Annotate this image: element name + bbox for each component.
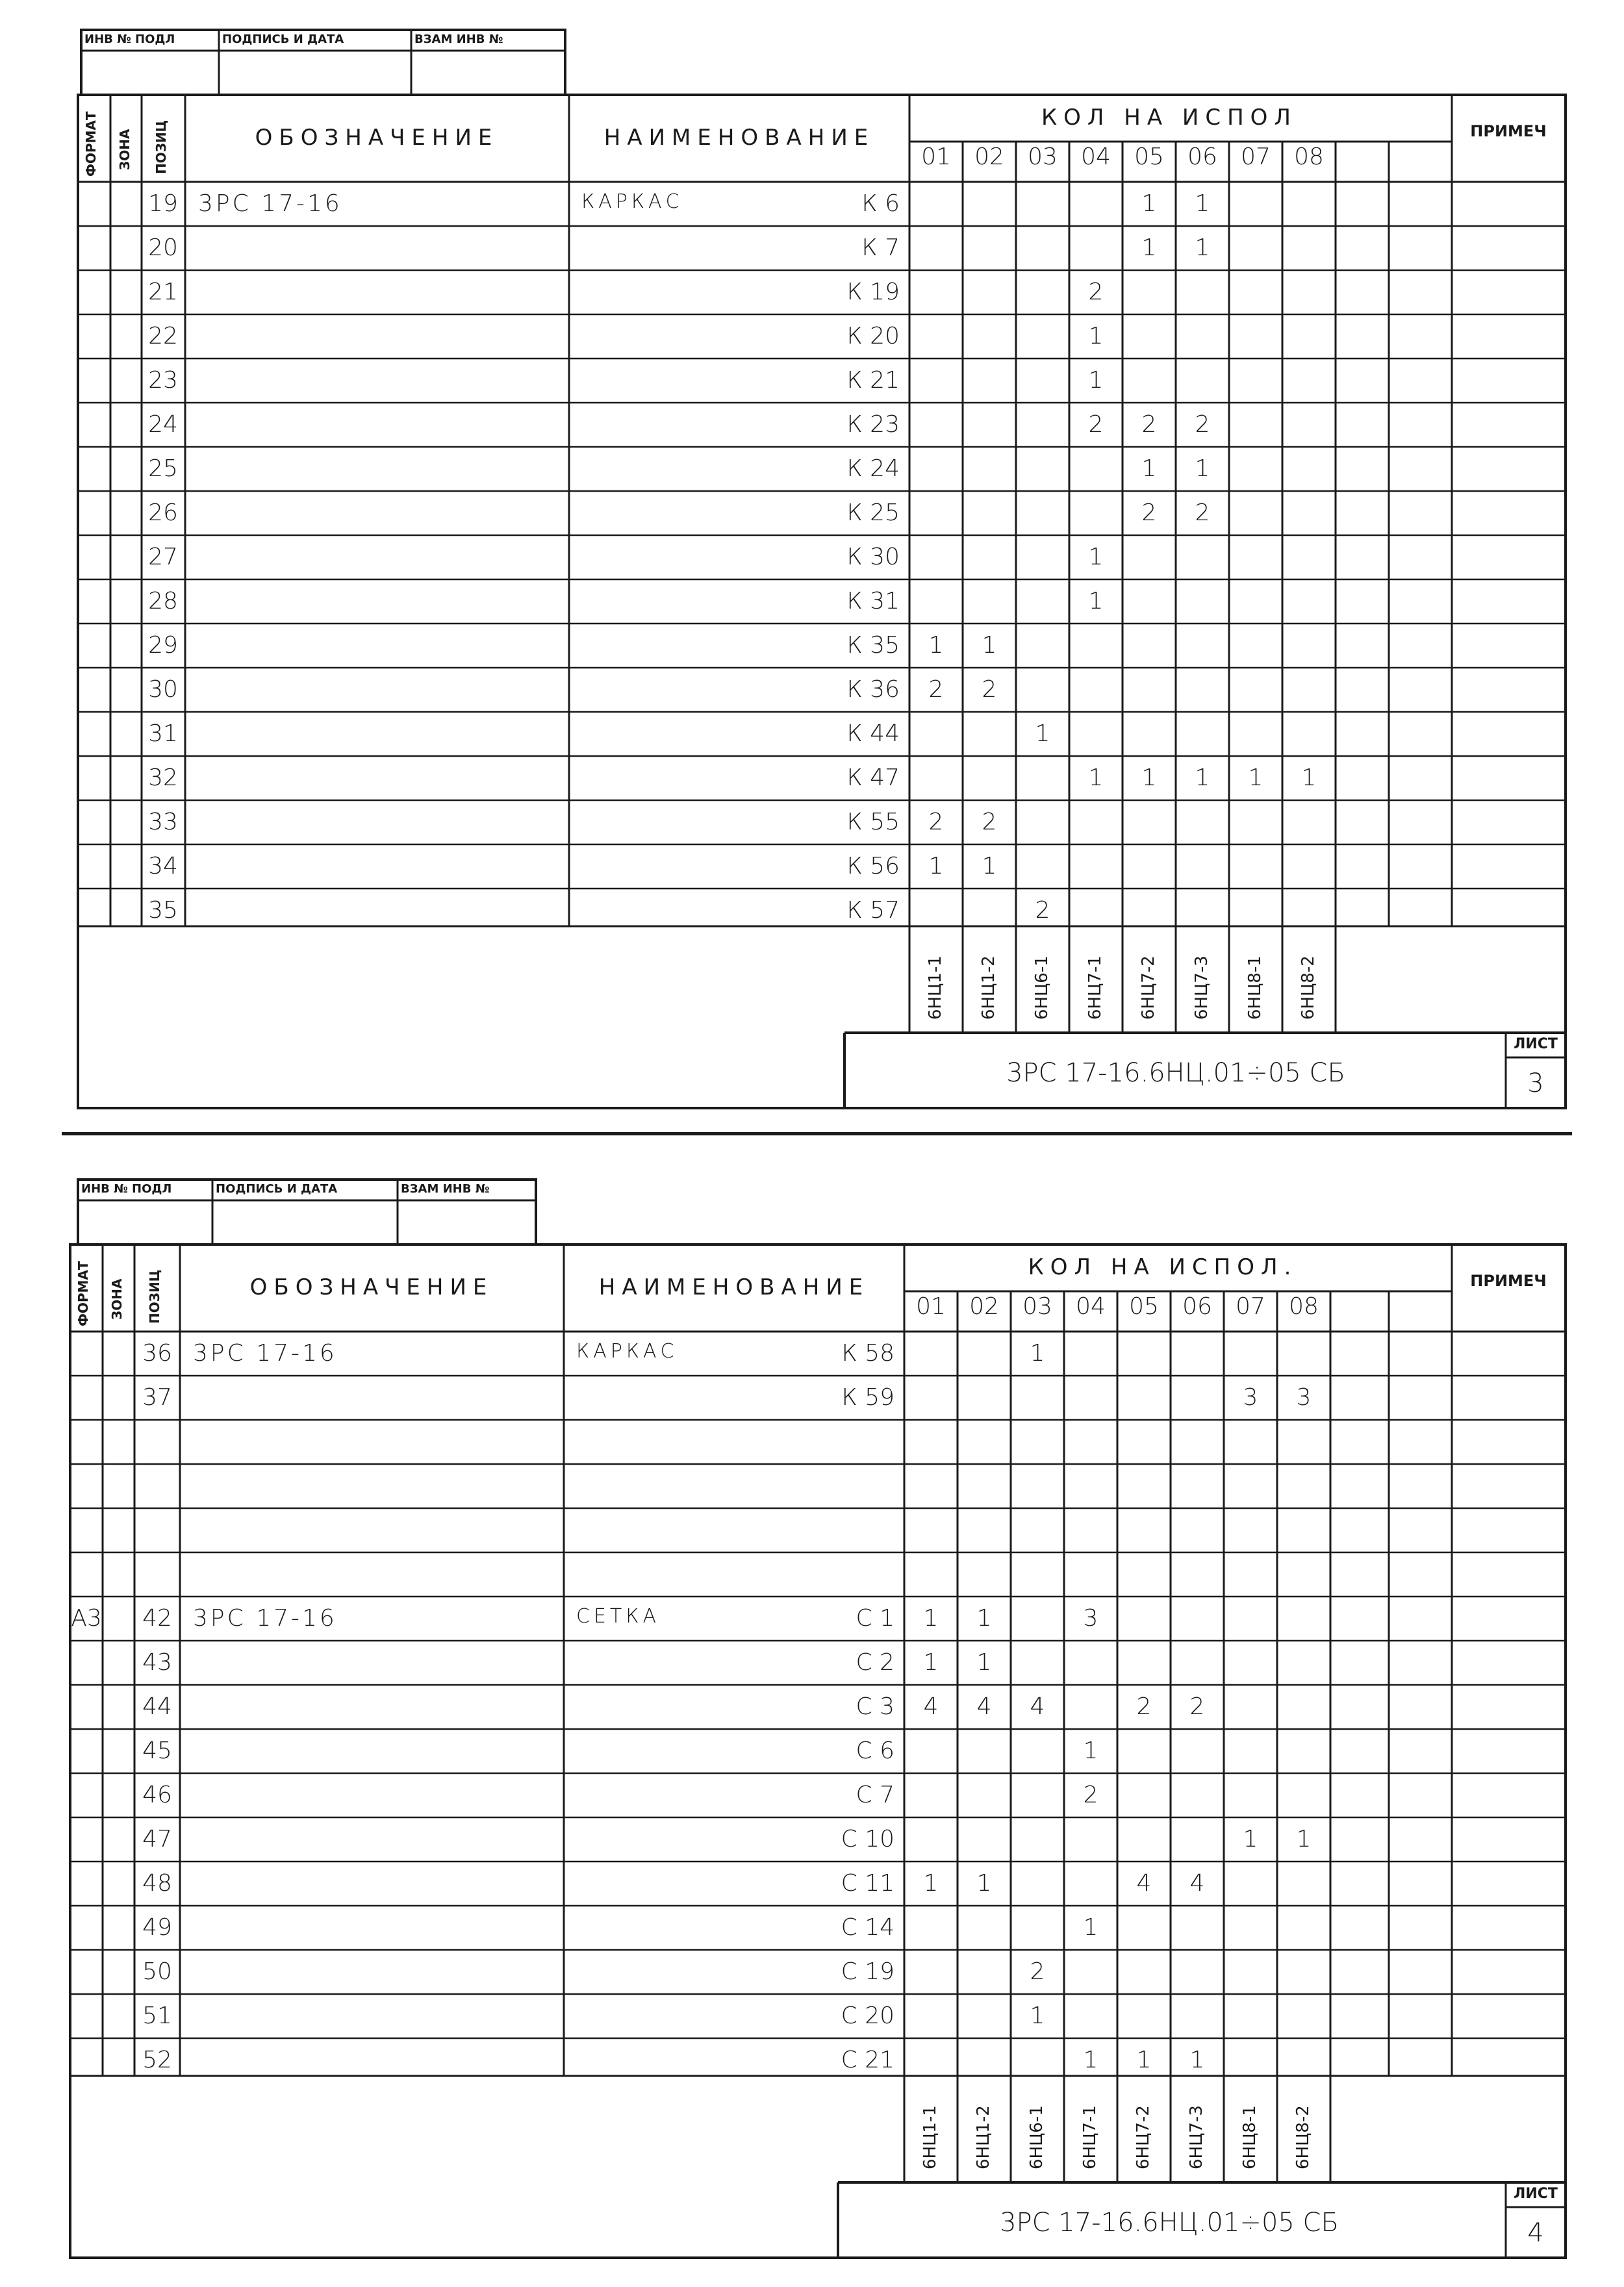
row-position: 49 bbox=[142, 1914, 172, 1941]
qty-cell: 1 bbox=[976, 1649, 992, 1676]
qty-cell: 4 bbox=[1189, 1870, 1205, 1897]
row-position: 35 bbox=[148, 897, 178, 924]
qty-cell: 1 bbox=[982, 632, 997, 659]
qty-cell: 2 bbox=[982, 809, 997, 835]
row-position: 20 bbox=[148, 234, 178, 261]
qty-cell: 1 bbox=[1083, 1737, 1098, 1764]
qty-cell: 1 bbox=[923, 1649, 939, 1676]
row-mark: К 30 bbox=[846, 544, 900, 570]
col-format-header: ФОРМАТ bbox=[83, 111, 99, 177]
qty-cell: 2 bbox=[1088, 279, 1104, 305]
qty-cell: 1 bbox=[1243, 1826, 1258, 1852]
stamp-replace-label: ВЗАМ ИНВ № bbox=[414, 32, 503, 46]
row-position: 46 bbox=[142, 1782, 172, 1808]
qty-cell: 2 bbox=[1141, 411, 1157, 438]
row-position: 27 bbox=[148, 544, 178, 570]
variant-number-header: 08 bbox=[1289, 1293, 1319, 1320]
qty-cell: 1 bbox=[1088, 764, 1104, 791]
qty-cell: 1 bbox=[1189, 2047, 1205, 2073]
sheet-number: 3 bbox=[1527, 1068, 1544, 1098]
col-designation-header: ОБОЗНАЧЕНИЕ bbox=[255, 125, 499, 151]
row-position: 32 bbox=[148, 764, 178, 791]
row-mark: С 3 bbox=[856, 1693, 894, 1720]
variant-label: 6НЦ8-1 bbox=[1240, 2105, 1260, 2169]
variant-label: 6НЦ6-1 bbox=[1032, 955, 1052, 1020]
row-designation: 3PC 17-16 bbox=[198, 190, 342, 217]
row-mark: С 11 bbox=[841, 1870, 894, 1897]
row-mark: К 31 bbox=[846, 588, 900, 614]
qty-cell: 1 bbox=[1141, 234, 1157, 261]
qty-cell: 4 bbox=[1136, 1870, 1152, 1897]
row-position: 29 bbox=[148, 632, 178, 659]
row-position: 28 bbox=[148, 588, 178, 614]
row-name: КАРКАС bbox=[581, 190, 683, 213]
row-position: 21 bbox=[148, 279, 178, 305]
qty-cell: 1 bbox=[976, 1605, 992, 1632]
qty-cell: 4 bbox=[1030, 1693, 1045, 1720]
qty-cell: 1 bbox=[1136, 2047, 1152, 2073]
row-position: 48 bbox=[142, 1870, 172, 1897]
row-mark: С 7 bbox=[856, 1782, 894, 1808]
col-format-header: ФОРМАТ bbox=[75, 1261, 91, 1326]
qty-cell: 1 bbox=[1195, 190, 1210, 217]
row-mark: С 21 bbox=[841, 2047, 894, 2073]
row-mark: К 23 bbox=[846, 411, 900, 438]
qty-cell: 2 bbox=[1189, 1693, 1205, 1720]
variant-number-header: 05 bbox=[1134, 144, 1164, 170]
row-name: СЕТКА bbox=[576, 1605, 660, 1628]
qty-cell: 2 bbox=[1088, 411, 1104, 438]
row-position: 19 bbox=[148, 190, 178, 217]
row-mark: С 10 bbox=[841, 1826, 894, 1852]
qty-cell: 1 bbox=[982, 853, 997, 879]
row-mark: С 1 bbox=[856, 1605, 894, 1632]
row-mark: К 57 bbox=[846, 897, 900, 924]
qty-cell: 1 bbox=[976, 1870, 992, 1897]
page-separator bbox=[62, 1132, 1572, 1135]
variant-label: 6НЦ1-1 bbox=[920, 2105, 940, 2169]
doc-code: 3PC 17-16.6НЦ.01÷05 СБ bbox=[1000, 2208, 1339, 2238]
qty-cell: 1 bbox=[923, 1870, 939, 1897]
qty-cell: 2 bbox=[1136, 1693, 1152, 1720]
row-position: 33 bbox=[148, 809, 178, 835]
variant-number-header: 07 bbox=[1241, 144, 1271, 170]
qty-cell: 4 bbox=[976, 1693, 992, 1720]
col-designation-header: ОБОЗНАЧЕНИЕ bbox=[249, 1274, 494, 1300]
variant-label: 6НЦ7-2 bbox=[1139, 955, 1158, 1020]
variant-number-header: 04 bbox=[1076, 1293, 1106, 1320]
doc-code: 3PC 17-16.6НЦ.01÷05 СБ bbox=[1006, 1058, 1345, 1088]
variant-label: 6НЦ6-1 bbox=[1027, 2105, 1047, 2169]
qty-cell: 1 bbox=[1083, 2047, 1098, 2073]
row-position: 26 bbox=[148, 499, 178, 526]
qty-cell: 1 bbox=[1296, 1826, 1312, 1852]
qty-cell: 1 bbox=[1195, 234, 1210, 261]
row-mark: С 19 bbox=[841, 1958, 894, 1985]
row-mark: К 7 bbox=[861, 234, 900, 261]
row-position: 22 bbox=[148, 323, 178, 349]
col-name-header: НАИМЕНОВАНИЕ bbox=[598, 1274, 870, 1300]
variant-label: 6НЦ8-1 bbox=[1245, 955, 1265, 1020]
qty-cell: 1 bbox=[1030, 1340, 1045, 1367]
row-position: 47 bbox=[142, 1826, 172, 1852]
variant-number-header: 01 bbox=[916, 1293, 946, 1320]
row-designation: 3PC 17-16 bbox=[193, 1605, 337, 1632]
row-position: 51 bbox=[142, 2003, 172, 2029]
row-mark: К 25 bbox=[846, 499, 900, 526]
variant-label: 6НЦ1-2 bbox=[979, 955, 998, 1020]
row-position: 31 bbox=[148, 720, 178, 747]
variant-label: 6НЦ8-2 bbox=[1299, 955, 1318, 1020]
row-mark: К 24 bbox=[846, 455, 900, 482]
qty-cell: 1 bbox=[1141, 764, 1157, 791]
row-position: 45 bbox=[142, 1737, 172, 1764]
row-mark: С 20 bbox=[841, 2003, 894, 2029]
row-position: 23 bbox=[148, 367, 178, 394]
qty-cell: 1 bbox=[1248, 764, 1263, 791]
sheet-grid-lines bbox=[0, 0, 1624, 1143]
qty-cell: 2 bbox=[928, 676, 944, 703]
variant-number-header: 06 bbox=[1182, 1293, 1212, 1320]
variant-label: 6НЦ7-3 bbox=[1192, 955, 1212, 1020]
col-note-header: ПРИМЕЧ bbox=[1470, 122, 1547, 140]
qty-cell: 1 bbox=[1195, 764, 1210, 791]
qty-cell: 1 bbox=[1301, 764, 1317, 791]
stamp-signature-label: ПОДПИСЬ И ДАТА bbox=[216, 1182, 338, 1196]
variant-label: 6НЦ7-3 bbox=[1187, 2105, 1206, 2169]
qty-cell: 3 bbox=[1296, 1384, 1312, 1411]
row-name: КАРКАС bbox=[576, 1340, 678, 1363]
qty-cell: 4 bbox=[923, 1693, 939, 1720]
row-position: 52 bbox=[142, 2047, 172, 2073]
variant-number-header: 05 bbox=[1129, 1293, 1159, 1320]
row-position: 42 bbox=[142, 1605, 172, 1632]
variant-label: 6НЦ8-2 bbox=[1293, 2105, 1313, 2169]
variant-label: 6НЦ7-2 bbox=[1134, 2105, 1153, 2169]
qty-cell: 1 bbox=[1088, 323, 1104, 349]
row-mark: К 55 bbox=[846, 809, 900, 835]
stamp-inv-label: ИНВ № ПОДЛ bbox=[84, 32, 175, 46]
row-mark: К 56 bbox=[846, 853, 900, 879]
qty-cell: 2 bbox=[1030, 1958, 1045, 1985]
variant-number-header: 02 bbox=[974, 144, 1004, 170]
qty-cell: 2 bbox=[1195, 499, 1210, 526]
qty-cell: 1 bbox=[1088, 367, 1104, 394]
row-mark: С 14 bbox=[841, 1914, 894, 1941]
variant-number-header: 02 bbox=[969, 1293, 999, 1320]
qty-cell: 1 bbox=[928, 853, 944, 879]
row-position: 43 bbox=[142, 1649, 172, 1676]
row-format: А3 bbox=[71, 1605, 102, 1632]
col-pos-header: ПОЗИЦ bbox=[147, 1269, 162, 1324]
variant-number-header: 04 bbox=[1081, 144, 1111, 170]
stamp-replace-label: ВЗАМ ИНВ № bbox=[401, 1182, 490, 1196]
row-mark: С 6 bbox=[856, 1737, 894, 1764]
variant-number-header: 08 bbox=[1294, 144, 1324, 170]
qty-cell: 1 bbox=[928, 632, 944, 659]
col-zone-header: ЗОНА bbox=[117, 129, 133, 170]
variant-number-header: 06 bbox=[1187, 144, 1217, 170]
spec-sheet-3 bbox=[0, 0, 1624, 1143]
sheet-label: ЛИСТ bbox=[1514, 1036, 1558, 1052]
row-position: 37 bbox=[142, 1384, 172, 1411]
qty-cell: 1 bbox=[1083, 1914, 1098, 1941]
variant-number-header: 03 bbox=[1022, 1293, 1052, 1320]
variant-number-header: 03 bbox=[1028, 144, 1058, 170]
row-mark: К 35 bbox=[846, 632, 900, 659]
qty-cell: 1 bbox=[1088, 588, 1104, 614]
sheet-grid-lines bbox=[0, 1143, 1624, 2286]
qty-cell: 3 bbox=[1243, 1384, 1258, 1411]
stamp-signature-label: ПОДПИСЬ И ДАТА bbox=[222, 32, 344, 46]
variant-label: 6НЦ1-1 bbox=[926, 955, 945, 1020]
stamp-inv-label: ИНВ № ПОДЛ bbox=[81, 1182, 172, 1196]
row-mark: К 44 bbox=[846, 720, 900, 747]
variant-number-header: 01 bbox=[921, 144, 951, 170]
qty-cell: 2 bbox=[1035, 897, 1050, 924]
col-zone-header: ЗОНА bbox=[109, 1278, 125, 1320]
qty-cell: 1 bbox=[1088, 544, 1104, 570]
row-mark: К 36 bbox=[846, 676, 900, 703]
row-position: 36 bbox=[142, 1340, 172, 1367]
qty-cell: 2 bbox=[1195, 411, 1210, 438]
row-position: 25 bbox=[148, 455, 178, 482]
row-designation: 3PC 17-16 bbox=[193, 1340, 337, 1367]
qty-cell: 2 bbox=[1083, 1782, 1098, 1808]
col-qty-group-header: КОЛ НА ИСПОЛ. bbox=[1028, 1254, 1298, 1280]
spec-sheet-4 bbox=[0, 1143, 1624, 2286]
row-position: 34 bbox=[148, 853, 178, 879]
col-note-header: ПРИМЕЧ bbox=[1470, 1272, 1547, 1290]
col-qty-group-header: КОЛ НА ИСПОЛ bbox=[1041, 105, 1297, 131]
qty-cell: 1 bbox=[1035, 720, 1050, 747]
variant-label: 6НЦ7-1 bbox=[1085, 955, 1105, 1020]
col-pos-header: ПОЗИЦ bbox=[153, 120, 169, 174]
variant-label: 6НЦ1-2 bbox=[974, 2105, 993, 2169]
row-mark: К 47 bbox=[846, 764, 900, 791]
row-mark: К 21 bbox=[846, 367, 900, 394]
row-position: 24 bbox=[148, 411, 178, 438]
row-mark: С 2 bbox=[856, 1649, 894, 1676]
row-position: 44 bbox=[142, 1693, 172, 1720]
row-position: 50 bbox=[142, 1958, 172, 1985]
row-position: 30 bbox=[148, 676, 178, 703]
qty-cell: 1 bbox=[1195, 455, 1210, 482]
qty-cell: 1 bbox=[1030, 2003, 1045, 2029]
row-mark: К 58 bbox=[841, 1340, 894, 1367]
row-mark: К 6 bbox=[861, 190, 900, 217]
row-mark: К 20 bbox=[846, 323, 900, 349]
row-mark: К 59 bbox=[841, 1384, 894, 1411]
variant-number-header: 07 bbox=[1236, 1293, 1265, 1320]
qty-cell: 2 bbox=[982, 676, 997, 703]
qty-cell: 1 bbox=[1141, 190, 1157, 217]
qty-cell: 2 bbox=[928, 809, 944, 835]
qty-cell: 3 bbox=[1083, 1605, 1098, 1632]
variant-label: 6НЦ7-1 bbox=[1080, 2105, 1100, 2169]
qty-cell: 1 bbox=[923, 1605, 939, 1632]
qty-cell: 1 bbox=[1141, 455, 1157, 482]
row-mark: К 19 bbox=[846, 279, 900, 305]
qty-cell: 2 bbox=[1141, 499, 1157, 526]
sheet-number: 4 bbox=[1527, 2218, 1544, 2248]
sheet-label: ЛИСТ bbox=[1514, 2186, 1558, 2202]
col-name-header: НАИМЕНОВАНИЕ bbox=[603, 125, 875, 151]
